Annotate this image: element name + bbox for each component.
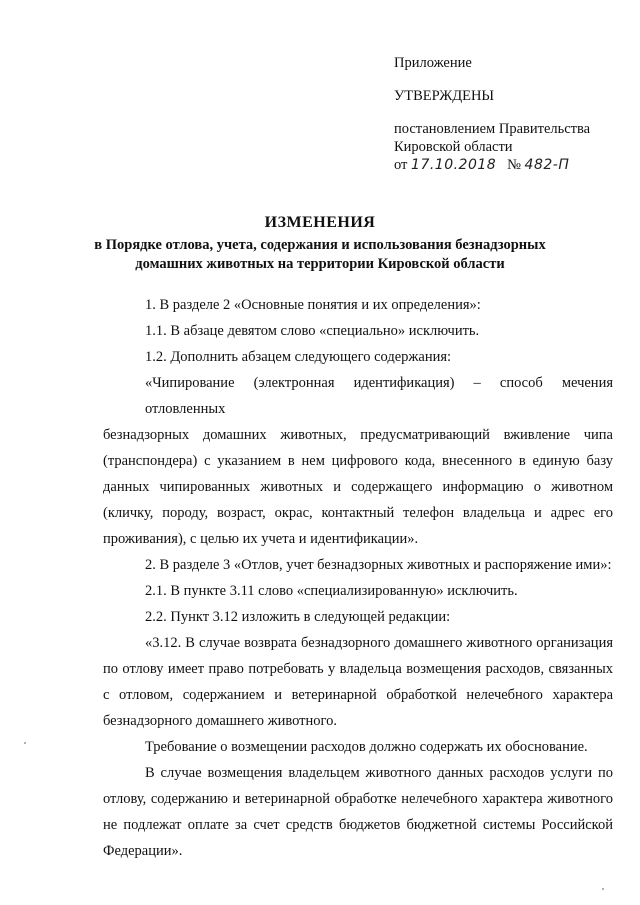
requirement-paragraph: Требование о возмещении расходов должно содержать их обоснование. [145,739,588,755]
quote-1-line-6: проживания), с целью их учета и идентификации». [103,531,419,547]
quote-1-line-5: (кличку, породу, возраст, окрас, контактный телефон владельца и адрес его [103,505,613,521]
last-paragraph-line-1: В случае возмещения владельцем животного данных расходов услуги по [145,765,613,781]
paragraph-1-1: 1.1. В абзаце девятом слово «специально» исключить. [145,323,480,339]
last-paragraph-line-3: не подлежат оплате за счет средств бюджетов бюджетной системы Российской [103,817,613,833]
quote-2-line-3: с отловом, содержанием и ветеринарной обработкой нелечебного характера [103,687,613,703]
document-title: ИЗМЕНЕНИЯ [264,214,376,231]
decree-line-2: Кировской области [394,139,513,155]
appendix-label: Приложение [394,55,472,71]
approval-block [394,54,590,174]
quote-1-line-3: (транспондера) с указанием в нем цифрового кода, внесенного в единую базу [103,453,613,469]
quote-1-line-2: безнадзорных домашних животных, предусматривающий вживление чипа [103,427,613,443]
paragraph-2-2: 2.2. Пункт 3.12 изложить в следующей редакции: [145,609,451,625]
last-paragraph-line-2: отлову, содержанию и ветеринарной обработке нелечебного характера животного [103,791,613,807]
scan-speck [24,742,26,744]
handwritten-number: 482-П [524,157,570,173]
decree-line-1: постановлением Правительства [394,121,591,137]
document-body [103,292,613,864]
subtitle-line-2: домашних животных на территории Кировской области [135,256,505,272]
quote-1-line-4: данных чипированных животных и содержащего информацию о животном [103,479,613,495]
approved-label: УТВЕРЖДЕНЫ [394,88,495,104]
paragraph-2: 2. В разделе 3 «Отлов, учет безнадзорных животных и распоряжение ими»: [145,557,612,573]
paragraph-1: 1. В разделе 2 «Основные понятия и их определения»: [145,297,481,313]
quote-2-line-4: безнадзорного домашнего животного. [103,713,337,729]
number-prefix: № [507,157,521,173]
paragraph-1-2: 1.2. Дополнить абзацем следующего содержания: [145,349,452,365]
last-paragraph-line-4: Федерации». [103,843,183,859]
quote-2-line-2: по отлову имеет право потребовать у владельца возмещения расходов, связанных [103,661,613,677]
quote-2-line-1: «3.12. В случае возврата безнадзорного домашнего животного организация [145,635,613,651]
date-prefix: от [394,157,408,173]
scan-speck [602,888,604,890]
handwritten-date: 17.10.2018 [411,157,497,173]
quote-1-line-1: «Чипирование (электронная идентификация) – способ мечения отловленных [145,375,613,417]
paragraph-2-1: 2.1. В пункте 3.11 слово «специализированную» исключить. [145,583,518,599]
decree-date-number [394,156,590,174]
subtitle-line-1: в Порядке отлова, учета, содержания и использования безнадзорных [94,237,546,253]
